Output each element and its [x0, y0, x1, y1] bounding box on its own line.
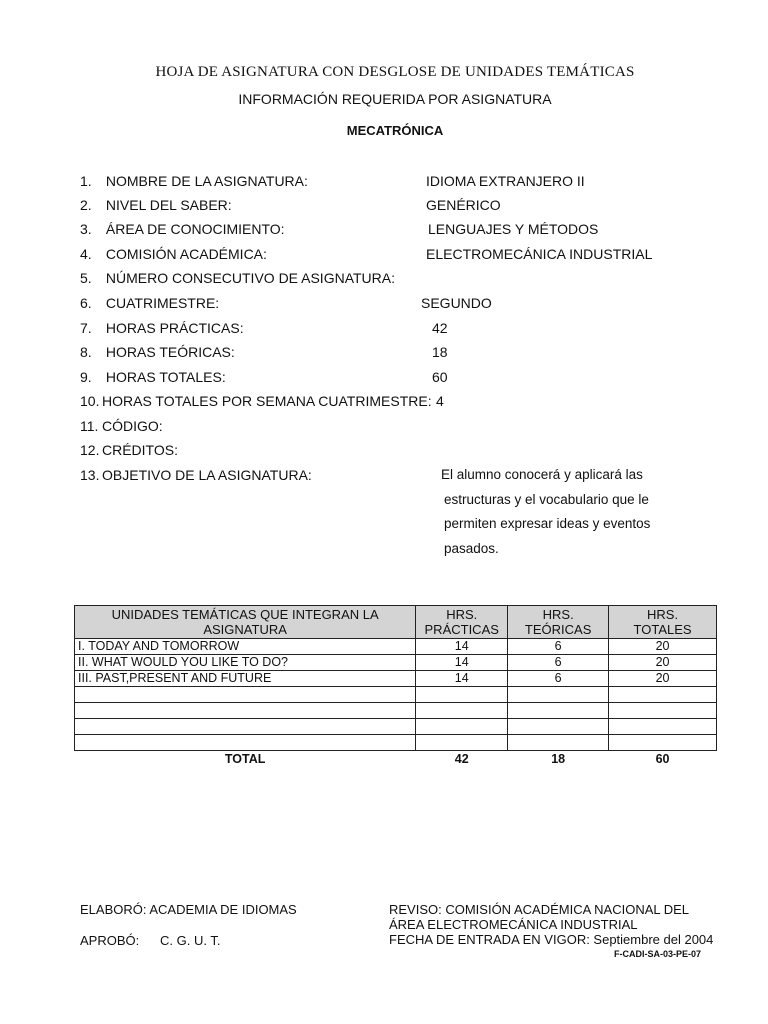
table-row-empty: [75, 735, 717, 751]
header-practical-hours: HRS. PRÁCTICAS: [416, 606, 508, 639]
table-row-empty: [75, 687, 717, 703]
table-total-row: [75, 751, 717, 768]
total-hours: 20: [609, 671, 717, 687]
approved-by-label: APROBÓ:: [80, 933, 140, 948]
field-label-13: 13. OBJETIVO DE LA ASIGNATURA:: [80, 467, 312, 483]
approved-by-value: C. G. U. T.: [160, 933, 221, 948]
field-label-3: 3. ÁREA DE CONOCIMIENTO:: [80, 221, 285, 237]
field-value-4: ELECTROMECÁNICA INDUSTRIAL: [426, 246, 653, 262]
field-label-6: 6. CUATRIMESTRE:: [80, 295, 220, 311]
table-row: [75, 671, 717, 687]
field-value-2: GENÉRICO: [426, 197, 501, 213]
field-value-9: 60: [432, 369, 448, 385]
field-label-11: 11. CÓDIGO:: [80, 418, 163, 434]
field-label-8: 8. HORAS TEÓRICAS:: [80, 344, 235, 360]
table-row: [75, 655, 717, 671]
field-value-1: IDIOMA EXTRANJERO II: [426, 173, 585, 189]
field-value-10: 4: [436, 393, 444, 409]
field-label-9: 9. HORAS TOTALES:: [80, 369, 226, 385]
effective-date: FECHA DE ENTRADA EN VIGOR: Septiembre del 2004: [389, 932, 714, 947]
theory-hours: 6: [508, 671, 609, 687]
field-label-7: 7. HORAS PRÁCTICAS:: [80, 320, 244, 336]
theory-hours: 6: [508, 655, 609, 671]
table-header-row: [75, 606, 717, 639]
prepared-by: ELABORÓ: ACADEMIA DE IDIOMAS: [80, 902, 297, 917]
unit-name: III. PAST,PRESENT AND FUTURE: [75, 671, 416, 687]
header-theory-hours: HRS. TEÓRICAS: [508, 606, 609, 639]
header-units: UNIDADES TEMÁTICAS QUE INTEGRAN LA ASIGNATURA: [75, 606, 416, 639]
total-hours: 20: [609, 655, 717, 671]
units-table: [74, 605, 717, 767]
practical-hours: 14: [416, 671, 508, 687]
table-row: [75, 639, 717, 655]
reviewed-by-line-2: ÁREA ELECTROMECÁNICA INDUSTRIAL: [389, 917, 638, 932]
unit-name: II. WHAT WOULD YOU LIKE TO DO?: [75, 655, 416, 671]
field-label-2: 2. NIVEL DEL SABER:: [80, 197, 232, 213]
practical-hours: 14: [416, 639, 508, 655]
table-row-empty: [75, 703, 717, 719]
practical-hours: 14: [416, 655, 508, 671]
total-practical-hours: 42: [454, 752, 469, 766]
program-name: MECATRÓNICA: [346, 123, 444, 138]
objective-line-1: El alumno conocerá y aplicará las: [441, 467, 643, 482]
field-label-4: 4. COMISIÓN ACADÉMICA:: [80, 246, 267, 262]
field-label-1: 1. NOMBRE DE LA ASIGNATURA:: [80, 173, 308, 189]
unit-name: I. TODAY AND TOMORROW: [75, 639, 416, 655]
field-value-7: 42: [432, 320, 448, 336]
form-code: F-CADI-SA-03-PE-07: [614, 949, 702, 959]
reviewed-by-line-1: REVISO: COMISIÓN ACADÉMICA NACIONAL DEL: [389, 902, 690, 917]
field-label-10: 10. HORAS TOTALES POR SEMANA CUATRIMESTRE:: [80, 393, 432, 409]
field-label-5: 5. NÚMERO CONSECUTIVO DE ASIGNATURA:: [80, 270, 395, 286]
header-total-hours: HRS. TOTALES: [609, 606, 717, 639]
document-subtitle: INFORMACIÓN REQUERIDA POR ASIGNATURA: [238, 91, 552, 107]
theory-hours: 6: [508, 639, 609, 655]
total-theory-hours: 18: [551, 752, 566, 766]
objective-line-4: pasados.: [444, 541, 499, 556]
field-value-3: LENGUAJES Y MÉTODOS: [428, 221, 599, 237]
total-label: TOTAL: [224, 752, 266, 766]
field-label-12: 12. CRÉDITOS:: [80, 442, 178, 458]
document-title: HOJA DE ASIGNATURA CON DESGLOSE DE UNIDADES TEMÁTICAS: [155, 64, 635, 80]
total-total-hours: 60: [655, 752, 670, 766]
field-value-8: 18: [432, 344, 448, 360]
objective-line-2: estructuras y el vocabulario que le: [444, 492, 649, 507]
field-value-6: SEGUNDO: [421, 295, 492, 311]
objective-line-3: permiten expresar ideas y eventos: [444, 516, 651, 531]
table-row-empty: [75, 719, 717, 735]
total-hours: 20: [609, 639, 717, 655]
